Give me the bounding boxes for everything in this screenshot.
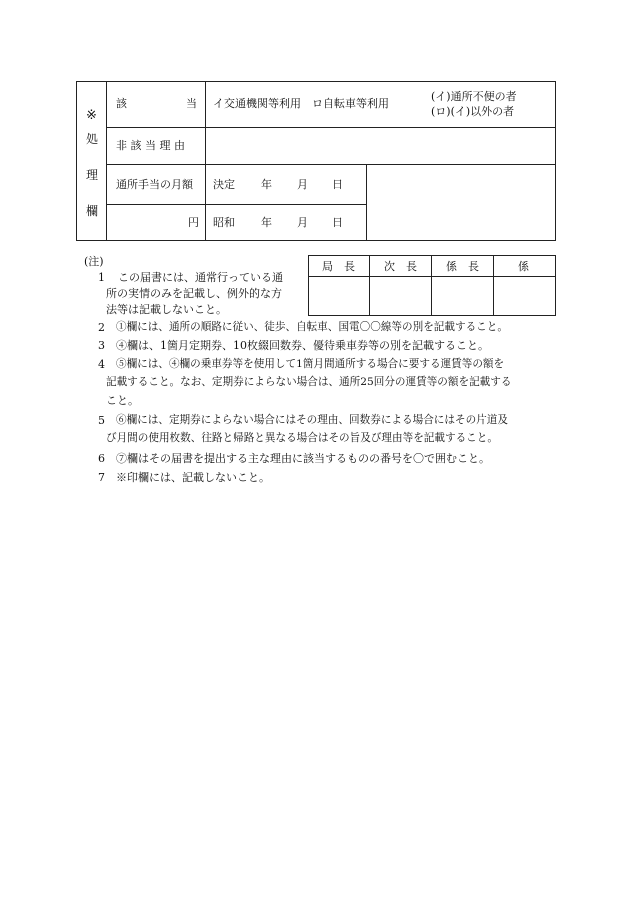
notes-heading: (注) — [84, 255, 104, 268]
note-text: 記載すること。なお、定期券によらない場合は、通所25回分の運賃等の額を記載する — [106, 376, 512, 388]
side-label-char: 処 — [86, 132, 99, 146]
row2-label: 非 該 当 理 由 — [116, 139, 185, 152]
row4-year: 年 — [261, 216, 272, 229]
note-number: 2 — [98, 321, 105, 334]
note-number: 1 — [98, 271, 105, 284]
row1-label-left: 該 — [116, 97, 127, 110]
note-text: ①欄には、通所の順路に従い、徒歩、自転車、国電〇〇線等の別を記載すること。 — [116, 321, 508, 333]
approval-header-staff: 係 — [518, 260, 529, 273]
note-text: ④欄は、1箇月定期券、10枚綴回数券、優待乗車券等の別を記載すること。 — [116, 339, 489, 352]
note-number: 3 — [98, 339, 105, 352]
note-text: ※印欄には、記載しないこと。 — [116, 471, 270, 484]
row3-decision: 決定 — [213, 178, 235, 191]
row1-sub-b: (ロ)(イ)以外の者 — [431, 105, 515, 118]
row3-label: 通所手当の月額 — [116, 178, 193, 191]
approval-header-chief: 係 長 — [446, 260, 479, 273]
note-text: ⑦欄はその届書を提出する主な理由に該当するものの番号を〇で囲むこと。 — [116, 452, 490, 465]
row4-yen: 円 — [188, 216, 199, 229]
note-number: 6 — [98, 452, 105, 465]
side-label-char: 欄 — [86, 204, 99, 218]
side-label-char: 理 — [86, 168, 99, 182]
row4-era: 昭和 — [213, 216, 235, 229]
note-text: ⑤欄には、④欄の乗車券等を使用して1箇月間通所する場合に要する運賃等の額を — [116, 358, 505, 370]
note-text: び月間の使用枚数、往路と帰路と異なる場合はその旨及び理由等を記載すること。 — [106, 432, 498, 444]
row1-options: イ交通機関等利用 ロ自転車等利用 — [213, 97, 389, 110]
approval-header-deputy: 次 長 — [384, 260, 417, 273]
note-text: 所の実情のみを記載し、例外的な方 — [106, 287, 282, 300]
note-text: 法等は記載しないこと。 — [106, 303, 227, 316]
row3-day: 日 — [332, 178, 343, 191]
note-text: この届書には、通常行っている通 — [118, 271, 283, 284]
row3-month: 月 — [297, 178, 308, 191]
row4-day: 日 — [332, 216, 343, 229]
row3-year: 年 — [261, 178, 272, 191]
side-label-mark: ※ — [86, 108, 97, 123]
row1-sub-a: (イ)通所不便の者 — [431, 90, 517, 103]
note-number: 5 — [98, 414, 105, 427]
note-text: ⑥欄には、定期券によらない場合にはその理由、回数券による場合にはその片道及 — [116, 414, 508, 426]
note-text: こと。 — [106, 394, 139, 407]
row1-label-right: 当 — [186, 97, 197, 110]
note-number: 7 — [98, 471, 105, 484]
note-number: 4 — [98, 358, 105, 371]
approval-header-director: 局 長 — [322, 260, 355, 273]
row4-month: 月 — [297, 216, 308, 229]
